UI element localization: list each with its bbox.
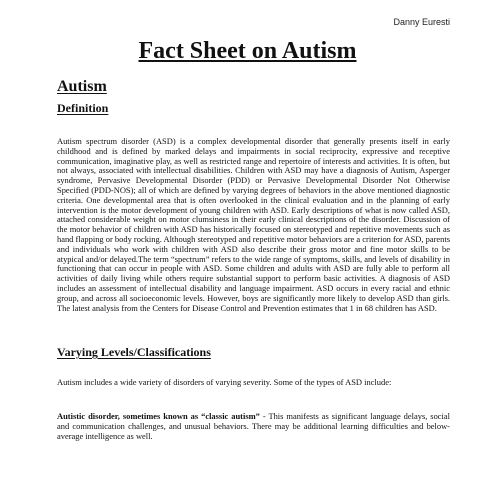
autistic-disorder-description: - This manifests as significant language delays, social and communication challenges, and unusual behaviors. There may be additional learning difficulties and below-average intelligence as well. (57, 411, 450, 441)
page-title: Fact Sheet on Autism (138, 38, 357, 64)
definition-paragraph: Autism spectrum disorder (ASD) is a complex developmental disorder that generally presents itself in early childhood and is defined by marked delays and impairments in social reciprocity, expressive and receptive communication, imaginative play, as well as restricted range and repertoire of interests and activities. It is often, but not always, associated with intellectual disabilities. Children with ASD may have a diagnosis of Autism, Asperger syndrome, Pervasive Developmental Disorder (PDD) or Pervasive Developmental Disorder Not Otherwise Specified (PDD-NOS); all of which are defined by varying degrees of behaviors in the above mentioned diagnostic criteria. One developmental area that is often overlooked in the clinical evaluation and in the planning of early intervention is the motor development of young children with ASD. Early descriptions of what is now called ASD, attached considerable weight on motor clumsiness in their early clinical descriptions of the disorder. Discussion of the motor behavior of children with ASD has historically focused on stereotyped and repetitive movements such as hand flapping or body rocking. Although stereotyped and repetitive motor behaviors are a criterion for ASD, parents and individuals who work with children with ASD also describe their gross motor and fine motor skills to be atypical and/or delayed.The term “spectrum” refers to the wide range of symptoms, skills, and levels of disability in functioning that can occur in people with ASD. Some children and adults with ASD are fully able to perform all activities of daily living while others require substantial support to perform basic activities. A diagnosis of ASD includes an assessment of intellectual disability and language impairment. ASD occurs in every racial and ethnic group, and across all socioeconomic levels. However, boys are significantly more likely to develop ASD than girls. The latest analysis from the Centers for Disease Control and Prevention estimates that 1 in 68 children has ASD. (57, 136, 450, 313)
varying-intro-paragraph: Autism includes a wide variety of disorders of varying severity. Some of the types of ASD include: (57, 377, 392, 387)
section-heading-autism: Autism (57, 78, 107, 95)
subsection-heading-definition: Definition (57, 101, 109, 115)
autistic-disorder-label: Autistic disorder, sometimes known as “classic autism” (57, 411, 260, 421)
autistic-disorder-paragraph (57, 412, 450, 441)
subsection-heading-varying-levels: Varying Levels/Classifications (57, 345, 211, 359)
author-name: Danny Euresti (393, 17, 450, 27)
